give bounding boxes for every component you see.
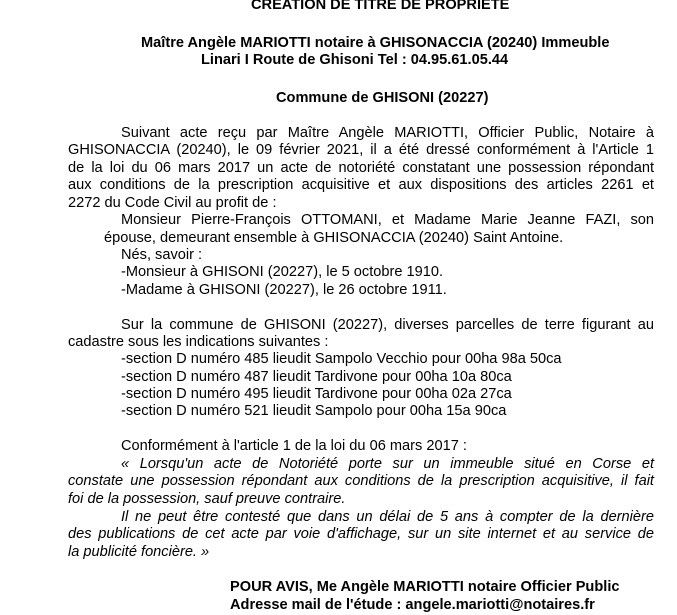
beneficiary-line-2: épouse, demeurant ensemble à GHISONACCIA (20240) Saint Antoine. xyxy=(104,230,564,246)
births-label: Nés, savoir : xyxy=(121,247,203,263)
birth-item: -Monsieur à GHISONI (20227), le 5 octobre 1910. xyxy=(121,264,444,280)
office-email: Adresse mail de l'étude : angele.mariotti@notaires.fr xyxy=(230,597,595,613)
parcel-item: -section D numéro 495 lieudit Tardivone pour 00ha 02a 27ca xyxy=(121,386,512,402)
paragraph-1-line-5: 2272 du Code Civil au profit de : xyxy=(68,195,277,211)
quote2-line-2: des publications de cet acte par voie d'affichage, sur un site internet et au service de xyxy=(68,526,654,542)
birth-item: -Madame à GHISONI (20227), le 26 octobre 1911. xyxy=(121,282,447,298)
quote-line-1: « Lorsqu'un acte de Notoriété porte sur un immeuble situé en Corse et xyxy=(121,456,654,472)
parcel-item: -section D numéro 487 lieudit Tardivone pour 00ha 10a 80ca xyxy=(121,369,512,385)
quote-line-2: constate une possession répondant aux conditions de la prescription acquisitive, il fait xyxy=(68,473,654,489)
parcel-item: -section D numéro 485 lieudit Sampolo Vecchio pour 00ha 98a 50ca xyxy=(121,351,562,367)
beneficiary-line-1: Monsieur Pierre-François OTTOMANI, et Madame Marie Jeanne FAZI, son xyxy=(121,212,654,228)
notary-address-line-2: Linari I Route de Ghisoni Tel : 04.95.61.05.44 xyxy=(201,52,509,68)
notice-signature: POUR AVIS, Me Angèle MARIOTTI notaire Officier Public xyxy=(230,579,620,595)
paragraph-1-line-2: GHISONACCIA (20240), le 09 février 2021, il a été dressé conformément à l'Article 1 xyxy=(68,142,654,158)
quote2-line-3: la publicité foncière. » xyxy=(68,544,210,560)
quote2-line-1: Il ne peut être contesté que dans un délai de 5 ans à compter de la dernière xyxy=(121,509,654,525)
document-title: CREATION DE TITRE DE PROPRIETE xyxy=(251,0,510,13)
paragraph-1-line-4: aux conditions de la prescription acquisitive et aux dispositions des articles 2261 et xyxy=(68,177,654,193)
quote-line-3: foi de la possession, sauf preuve contraire. xyxy=(68,491,346,507)
paragraph-2-line-2: cadastre sous les indications suivantes : xyxy=(68,334,329,350)
parcel-item: -section D numéro 521 lieudit Sampolo pour 00ha 15a 90ca xyxy=(121,403,507,419)
paragraph-2-line-1: Sur la commune de GHISONI (20227), diverses parcelles de terre figurant au xyxy=(121,317,654,333)
paragraph-1-line-1: Suivant acte reçu par Maître Angèle MARIOTTI, Officier Public, Notaire à xyxy=(121,125,654,141)
law-citation-intro: Conformément à l'article 1 de la loi du 06 mars 2017 : xyxy=(121,438,467,454)
commune-heading: Commune de GHISONI (20227) xyxy=(276,90,489,106)
paragraph-1-line-3: de la loi du 06 mars 2017 un acte de notoriété constatant une possession répondant xyxy=(68,160,654,176)
notary-address-line-1: Maître Angèle MARIOTTI notaire à GHISONACCIA (20240) Immeuble xyxy=(141,35,610,51)
